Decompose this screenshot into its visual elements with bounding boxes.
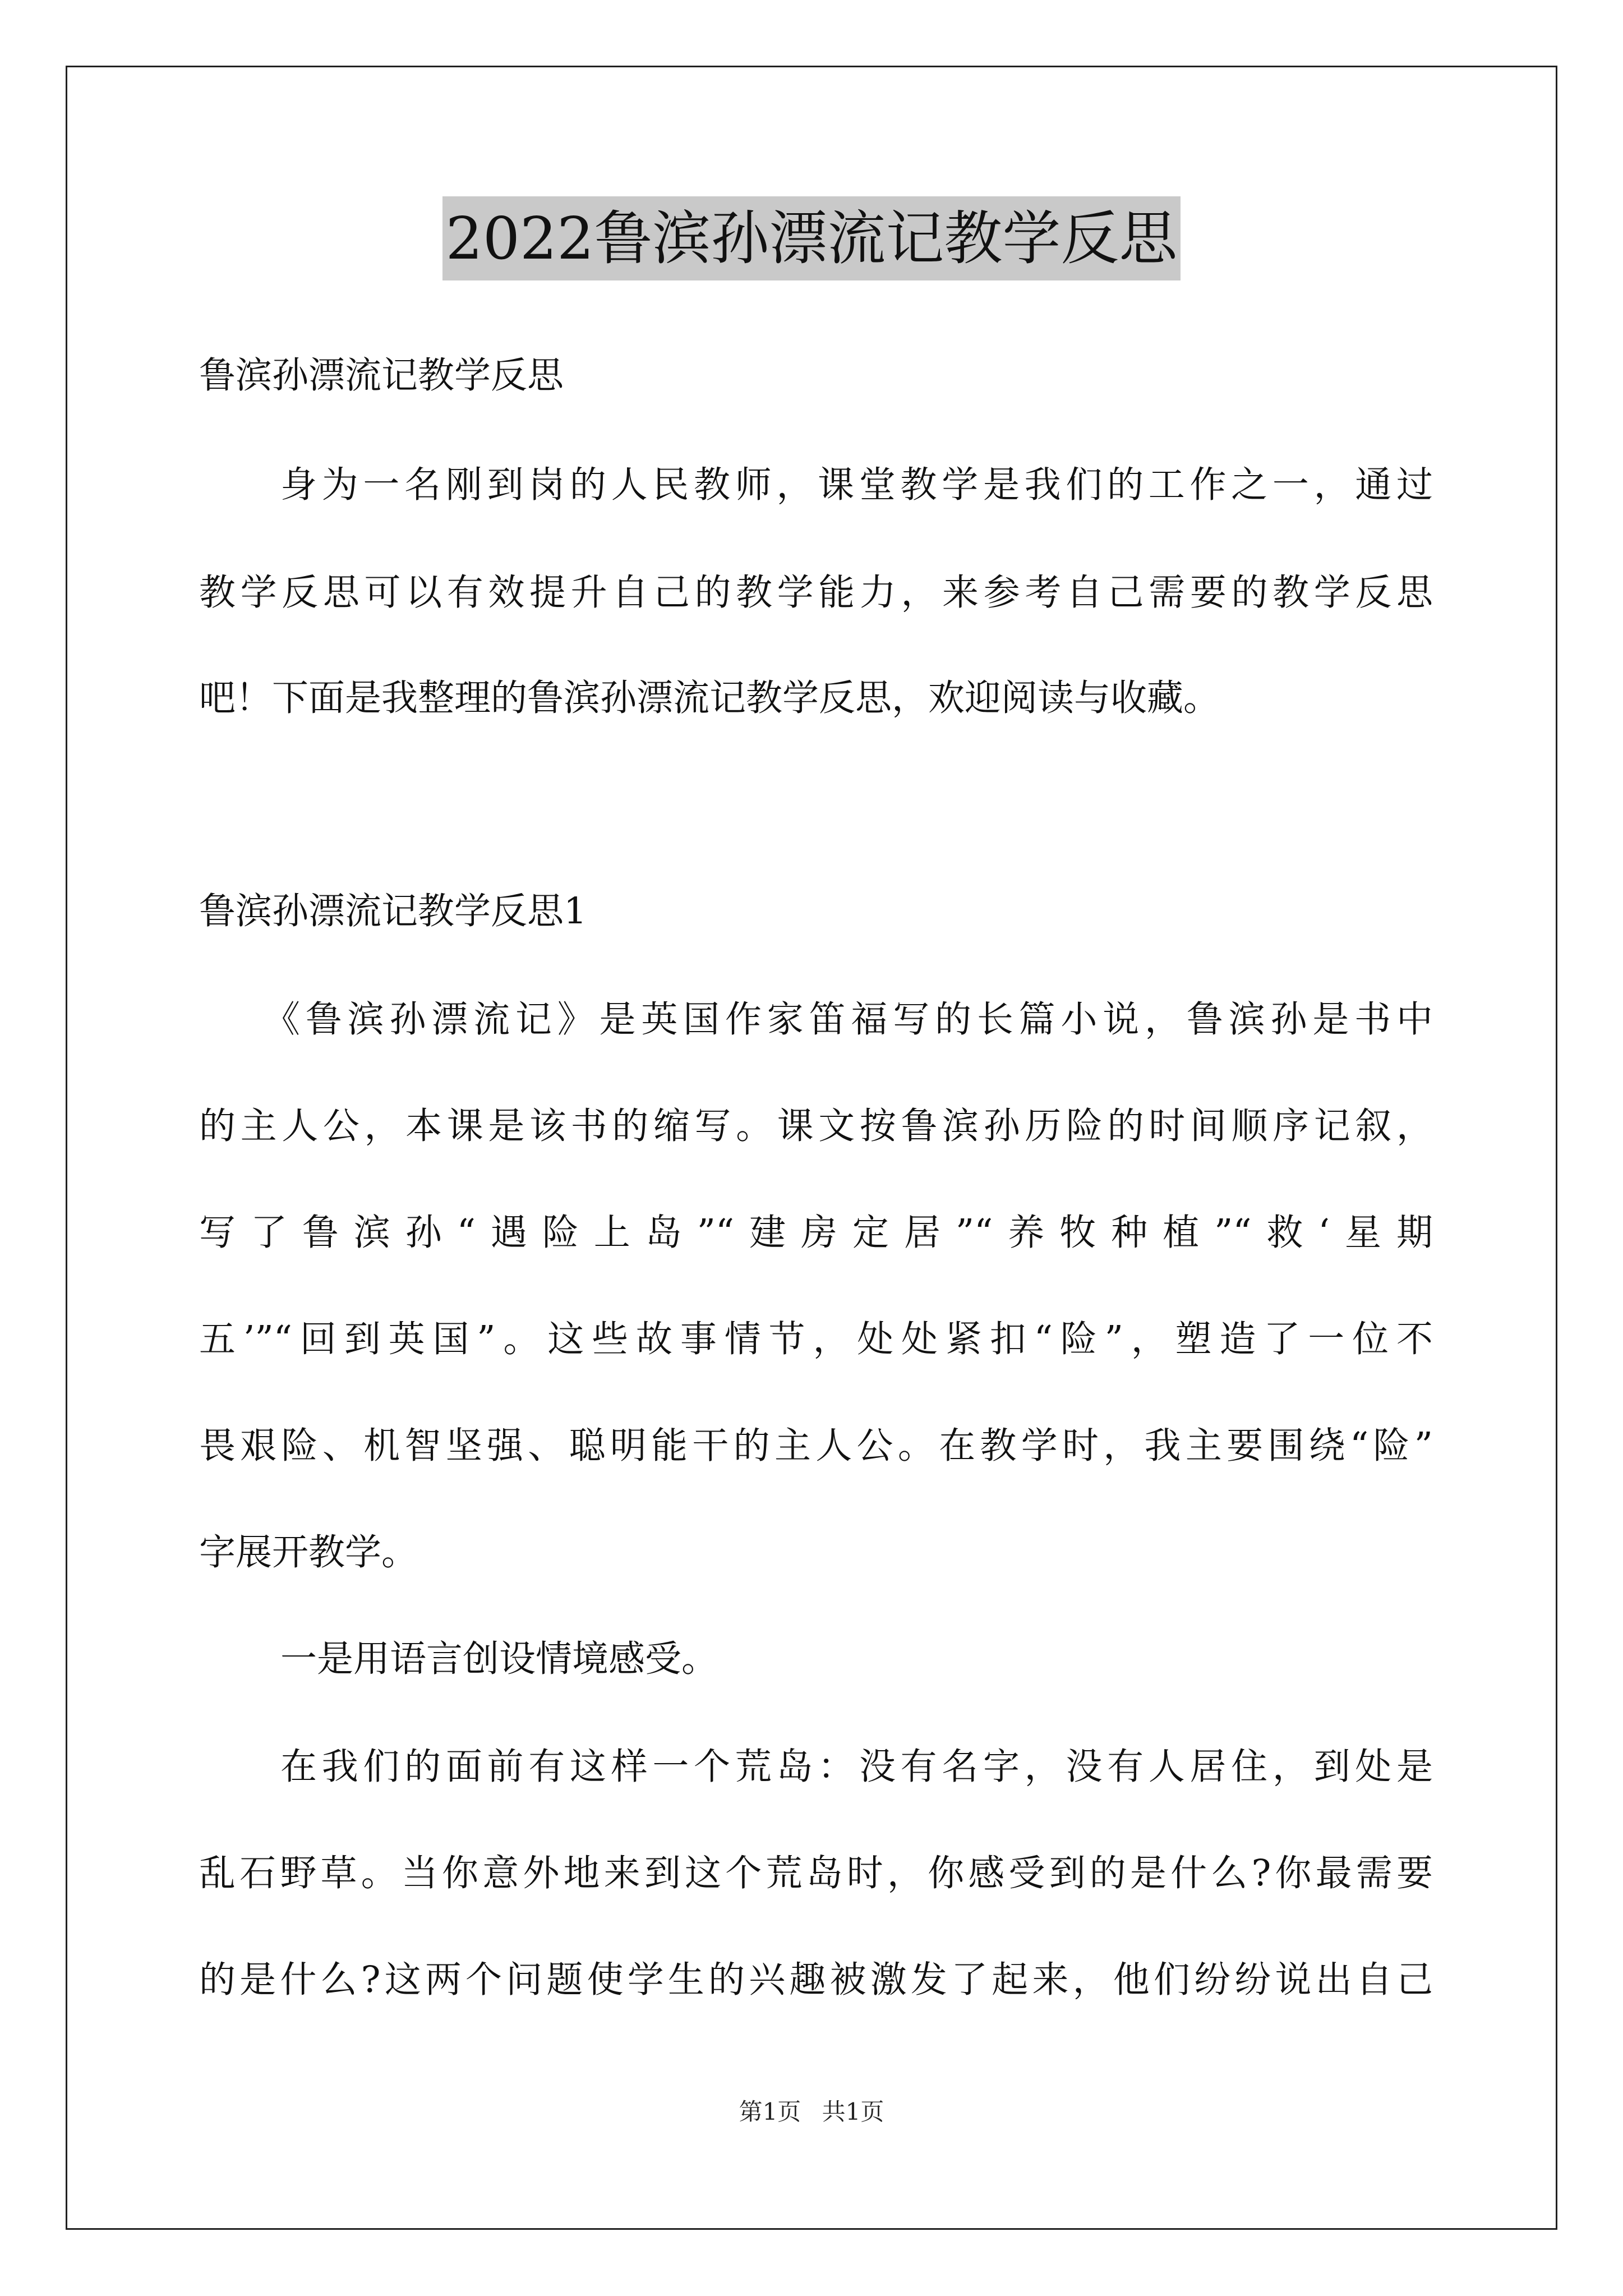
paragraph-line: 的是什么?这两个问题使学生的兴趣被激发了起来，他们纷纷说出自己 [199, 1959, 1433, 2001]
paragraph-line: 的主人公，本课是该书的缩写。课文按鲁滨孙历险的时间顺序记叙， [199, 1105, 1433, 1147]
paragraph-line: 畏艰险、机智坚强、聪明能干的主人公。在教学时，我主要围绕“险” [199, 1425, 1433, 1467]
page-footer [0, 2095, 1623, 2129]
section-heading: 鲁滨孙漂流记教学反思1 [199, 890, 587, 932]
intro-line: 身为一名刚到岗的人民教师，课堂教学是我们的工作之一，通过 [280, 464, 1433, 506]
page-total: 共1页 [822, 2098, 884, 2125]
paragraph-line: 五’”“回到英国”。这些故事情节，处处紧扣“险”，塑造了一位不 [199, 1318, 1433, 1360]
title-container [0, 196, 1623, 280]
page-number: 第1页 [739, 2098, 801, 2125]
intro-line: 吧！下面是我整理的鲁滨孙漂流记教学反思，欢迎阅读与收藏。 [199, 677, 1220, 719]
paragraph-line: 《鲁滨孙漂流记》是英国作家笛福写的长篇小说，鲁滨孙是书中 [264, 999, 1433, 1041]
paragraph-line: 乱石野草。当你意外地来到这个荒岛时，你感受到的是什么?你最需要 [199, 1852, 1433, 1894]
intro-line: 教学反思可以有效提升自己的教学能力，来参考自己需要的教学反思 [199, 572, 1433, 614]
paragraph-line: 一是用语言创设情境感受。 [280, 1638, 718, 1680]
paragraph-line: 字展开教学。 [199, 1531, 418, 1573]
paragraph-line: 写了鲁滨孙“遇险上岛”“建房定居”“养牧种植”“救‘星期 [199, 1212, 1433, 1254]
paragraph-line: 在我们的面前有这样一个荒岛：没有名字，没有人居住，到处是 [280, 1746, 1433, 1788]
document-title: 2022鲁滨孙漂流记教学反思 [442, 196, 1181, 280]
document-subtitle: 鲁滨孙漂流记教学反思 [199, 355, 564, 397]
